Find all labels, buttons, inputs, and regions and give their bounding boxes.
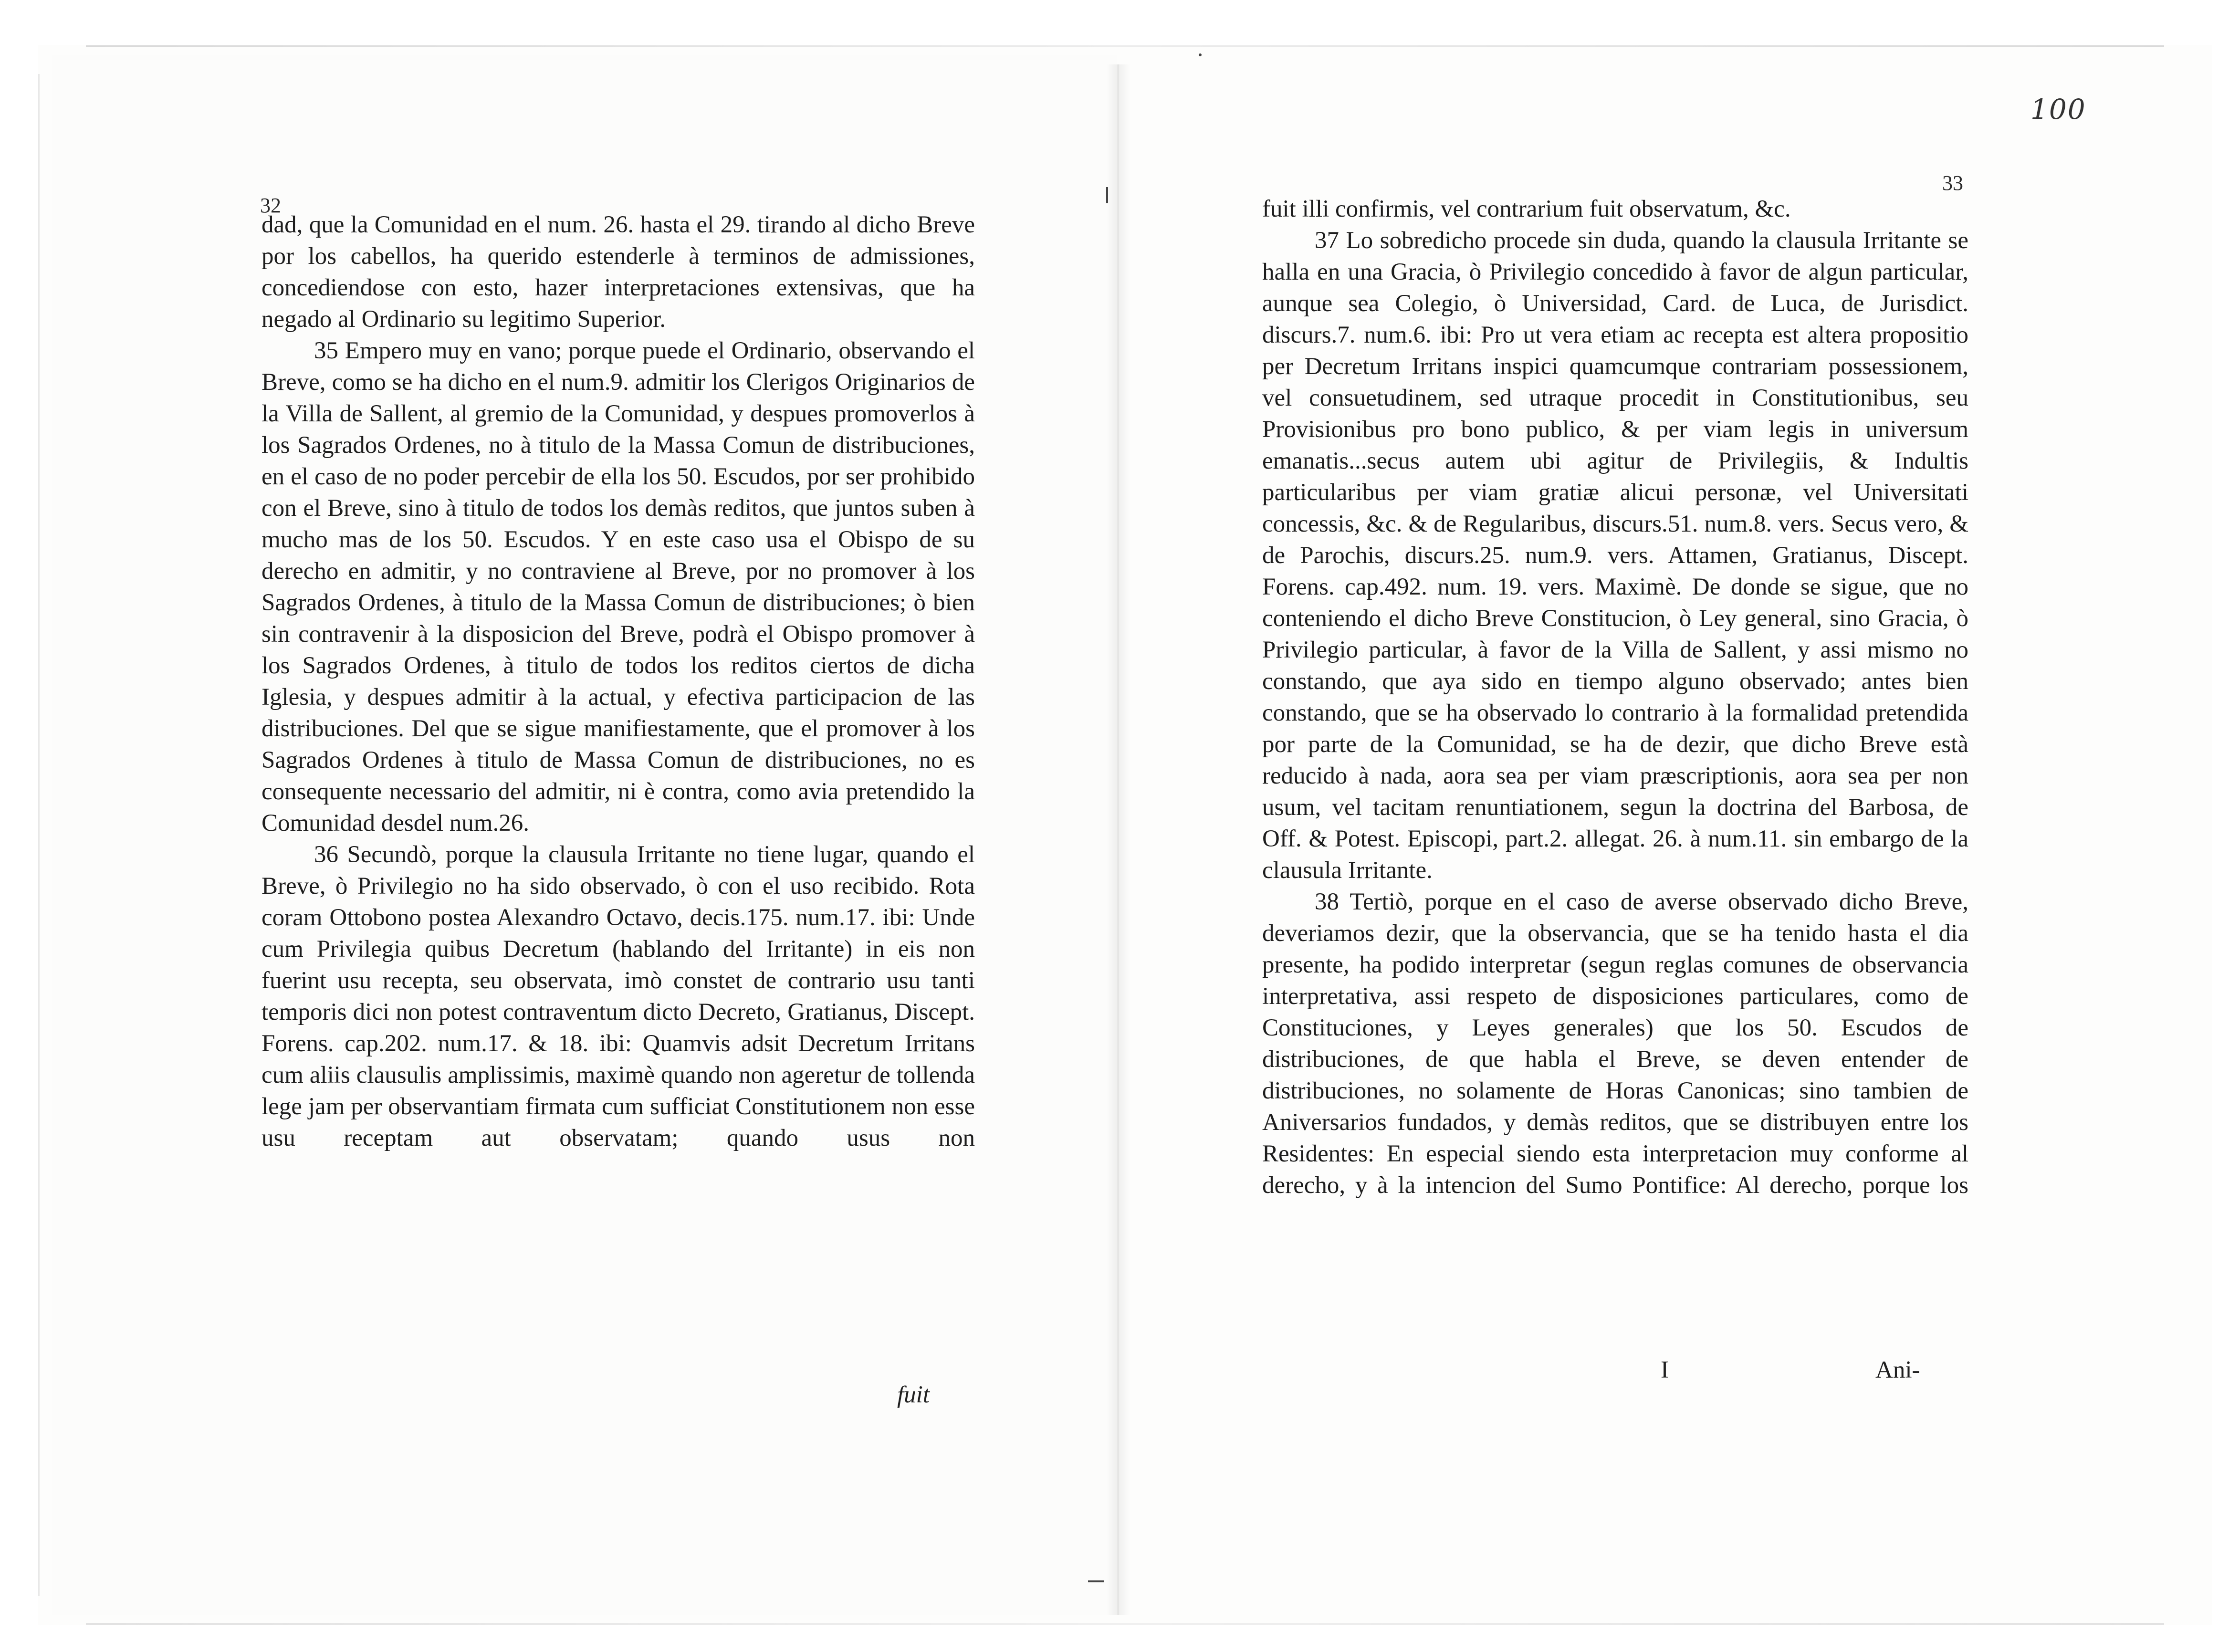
left-text-column [262,209,975,1154]
signature-mark: I [1661,1357,1669,1383]
paragraph: dad, que la Comunidad en el num. 26. hasta el 29. tirando al dicho Breve por los cabellos, ha querido estenderle à terminos de admissiones, concediendose con esto, hazer interpretaciones extensivas, que ha negado al Ordinario su legitimo Superior. [262,211,975,333]
paragraph-36: 36 Secundò, porque la clausula Irritante no tiene lugar, quando el Breve, ò Privilegio no ha sido observado, ò con el uso recibido. Rota coram Ottobono postea Alexandro Octavo, decis.175. num.17. ibi: Unde cum Privilegia quibus Decretum (hablando del Irritante) in eis non fuerint usu recepta, seu observata, imò constet de contrario usu tanti temporis dici non potest contraventum dicto Decreto, Gratianus, Discept. Forens. cap.202. num.17. & 18. ibi: Quamvis adsit Decretum Irritans cum aliis clausulis amplissimis, maximè quando non ageretur de tollenda lege jam per observantiam firmata cum sufficiat Constitutionem non esse usu receptam aut observatam; quando usus non [262,841,975,1151]
binding-mark-bottom [1088,1580,1104,1582]
right-catchword: Ani- [1875,1357,1920,1383]
paragraph-37: 37 Lo sobredicho procede sin duda, quando la clausula Irritante se halla en una Gracia, ò Privilegio concedido à favor de algun particular, aunque sea Colegio, ò Universidad, Card. de Luca, de Jurisdict. discurs.7. num.6. ibi: Pro ut vera etiam ac recepta est altera propositio per Decretum Irritans inspici quamcumque contrariam possessionem, vel consuetudinem, sed utraque procedit in Constitutionibus, seu Provisionibus pro bono publico, & per viam legis in universum emanatis...secus autem ubi agitur de Privilegiis, & Indultis particularibus per viam gratiæ alicui personæ, vel Universitati concessis, &c. & de Regularibus, discurs.51. num.8. vers. Secus vero, & de Parochis, discurs.25. num.9. vers. Attamen, Gratianus, Discept. Forens. cap.492. num. 19. vers. Maximè. De donde se sigue, que no conteniendo el dicho Breve Constitucion, ò Ley general, sino Gracia, ò Privilegio particular, à favor de la Villa de Sallent, y assi mismo no constando, que aya sido en tiempo alguno observado; antes bien constando, que se ha observado lo contrario à la formalidad pretendida por parte de la Comunidad, se ha de dezir, que dicho Breve està reducido à nada, aora sea per viam præscriptionis, aora sea per non usum, vel tacitam renuntiationem, segun la doctrina del Barbosa, de Off. & Potest. Episcopi, part.2. allegat. 26. à num.11. sin embargo de la clausula Irritante. [1262,227,1968,884]
page-edge-bottom [86,1623,2164,1625]
page-edge-top [86,45,2164,47]
left-catchword: fuit [897,1381,930,1408]
binding-mark-top [1199,53,1202,56]
binding-gutter [1106,64,1130,1615]
paragraph-38: 38 Tertiò, porque en el caso de averse observado dicho Breve, deveriamos dezir, que la observancia, que se ha tenido hasta el dia presente, ha podido interpretar (segun reglas comunes de observancia interpretativa, assi respeto de disposiciones particulares, como de Constituciones, y Leyes generales) que los 50. Escudos de distribuciones, de que habla el Breve, se deven entender de distribuciones, no solamente de Horas Canonicas; sino tambien de Aniversarios fundados, y demàs reditos, que se distribuyen entre los Residentes: En especial siendo esta interpretacion muy conforme al derecho, y à la intencion del Sumo Pontifice: Al derecho, porque los [1262,889,1968,1199]
paragraph-35: 35 Empero muy en vano; porque puede el Ordinario, observando el Breve, como se ha dicho en el num.9. admitir los Clerigos Originarios de la Villa de Sallent, al gremio de la Comunidad, y despues promoverlos à los Sagrados Ordenes, no à titulo de la Massa Comun de distribuciones, en el caso de no poder percebir de ella los 50. Escudos, por ser prohibido con el Breve, sino à titulo de todos los demàs reditos, que juntos suben à mucho mas de los 50. Escudos. Y en este caso usa el Obispo de su derecho en admitir, y no contraviene al Breve, por no promover à los Sagrados Ordenes, à titulo de la Massa Comun de distribuciones; ò bien sin contravenir à la disposicion del Breve, podrà el Obispo promover à los Sagrados Ordenes, à titulo de todos los reditos ciertos de dicha Iglesia, y despues admitir à la actual, y efectiva participacion de las distribuciones. Del que se sigue manifiestamente, que el promover à los Sagrados Ordenes à titulo de Massa Comun de distribuciones, no es consequente necessario del admitir, ni è contra, como avia pretendido la Comunidad desdel num.26. [262,337,975,836]
right-page-number: 33 [1942,171,1963,195]
binding-mark-middle [1106,187,1108,203]
right-text-column [1262,193,1968,1201]
folio-number: 100 [2030,93,2086,125]
page-edge-left [38,74,40,1596]
left-page-number: 32 [260,194,281,217]
paragraph-continuation: fuit illi confirmis, vel contrarium fuit observatum, &c. [1262,196,1791,222]
